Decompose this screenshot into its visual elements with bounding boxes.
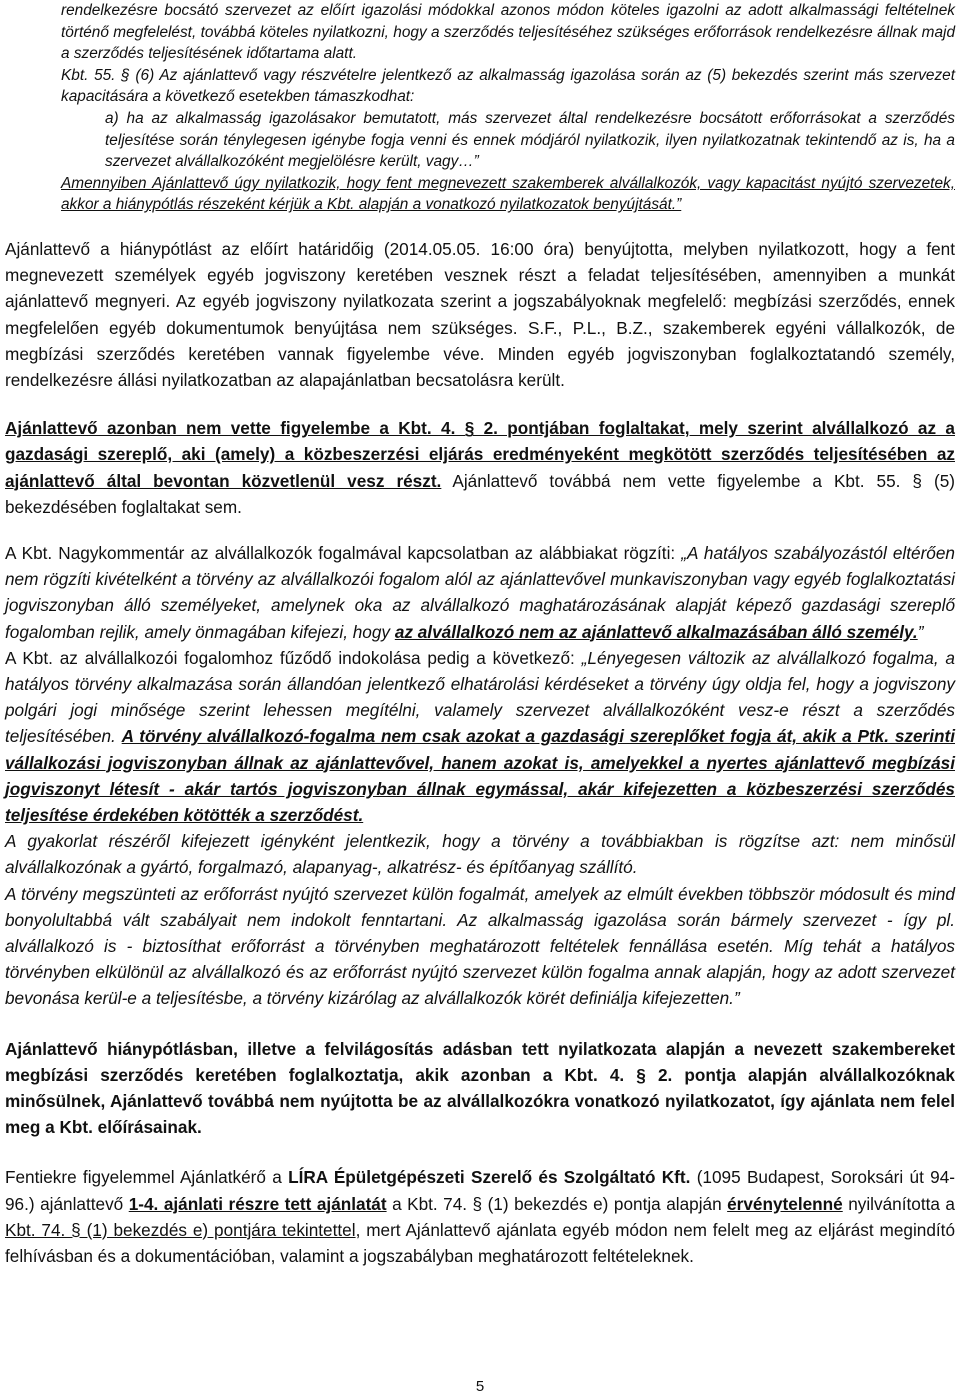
indokolas-intro: A Kbt. az alvállalkozói fogalomhoz fűződő indokolása pedig a következő: (5, 647, 582, 668)
nagykommentar-quote-end: ” (917, 621, 924, 642)
nagykommentar-quote-bold: az alvállalkozó nem az ajánlattevő alkalmazásában álló személy. (394, 621, 918, 642)
paragraph-conclusion: Ajánlattevő hiánypótlásban, illetve a felvilágosítás adásban tett nyilatkozata alapján a nevezett szakembereket megbízási szerződés keretében foglalkoztatja, akik azonban a Kbt. 4. § 2. pontja alapján alvállalkozóknak minősülnek, Ajánlattevő továbbá nem nyújtotta be az alvállalkozókra vonatkozó nyilatkozatot, így ajánlata nem felel meg a Kbt. előírásainak. (5, 1038, 955, 1138)
indokolas-quote: „Lényegesen változik az alvállalkozó fogalma, a hatályos törvény alkalmazása során állandóan jelentkező elhatárolási kérdéseket a törvény úgy oldja fel, hogy a jogviszony polgári jogi minősége szerint lehessen megítélni, valamely szervezet alvállalkozóként vesz-e részt a szerződés teljesítésében. (5, 647, 955, 747)
paragraph-indokolas (5, 645, 955, 828)
indokolas-continuation-1: A gyakorlat részéről kifejezett igényként jelentkezik, hogy a törvény a továbbiakban is rögzítse azt: nem minősül alvállalkozónak a gyártó, forgalmazó, alapanyag-, alkatrész- és építőanyag szállító. (5, 831, 955, 878)
company-name: LÍRA Épületgépészeti Szerelő és Szolgáltató Kft. (288, 1167, 691, 1188)
legal-reference: Kbt. 74. § (1) bekezdés e) pontjára tekintettel (5, 1219, 356, 1240)
quote-paragraph-2: Kbt. 55. § (6) Az ajánlattevő vagy részvételre jelentkező az alkalmasság igazolása során az (5) bekezdés szerint más szervezet kapacitására a következő esetekben támaszkodhat: (61, 66, 955, 106)
paragraph-decision (5, 1164, 955, 1269)
nagykommentar-intro: A Kbt. Nagykommentár az alvállalkozók fogalmával kapcsolatban az alábbiakat rögzíti: (5, 542, 682, 563)
decision-s3: a Kbt. 74. § (1) bekezdés e) pontja alapján (386, 1193, 728, 1214)
paragraph-hianypotlas: Ajánlattevő a hiánypótlást az előírt határidőig (2014.05.05. 16:00 óra) benyújtotta, melyben nyilatkozott, hogy a fent megnevezett személyek egyéb jogviszony keretében vesznek részt a feladat teljesítésében, amennyiben a munkát ajánlattevő megnyeri. Az egyéb jogviszony nyilatkozata szerint a jogszabályoknak megfelelő: megbízási szerződés, ennek megfelelően egyéb dokumentumok benyújtása nem szükséges. S.F., P.L., B.Z., szakemberek egyéni vállalkozók, de megbízási szerződés keretében vannak figyelembe véve. Minden egyéb jogviszonyban foglalkoztatandó személy, rendelkezésre állási nyilatkozatban az alapajánlatban becsatolásra került. (5, 238, 955, 390)
paragraph-not-considered (5, 415, 955, 520)
quote-paragraph-4: Amennyiben Ajánlattevő úgy nyilatkozik, hogy fent megnevezett szakemberek alvállalkozók, vagy kapacitást nyújtó szervezetek, akkor a hiánypótlás részeként kérjük a Kbt. alapján a vonatkozó nyilatkozatok benyújtását.” (61, 174, 955, 214)
quote-paragraph-3: a) ha az alkalmasság igazolásakor bemutatott, más szervezet által rendelkezésre bocsátott erőforrásokat a szerződés teljesítése során ténylegesen igénybe fogja venni és ennek módjáról nyilatkozik, ilyen nyilatkozatnak tekintendő az is, ha a szervezet alvállalkozóként megjelölésre került, vagy…” (105, 109, 955, 171)
decision-s1: Fentiekre figyelemmel Ajánlatkérő a (5, 1167, 289, 1188)
decision-s5: , mert Ajánlattevő ajánlata egyéb módon nem felelt meg az eljárást megindító felhívásban és a dokumentációban, valamint a jogszabályban meghatározott feltételeknek. (5, 1219, 956, 1267)
paragraph-nagykommentar (5, 540, 955, 645)
nagykommentar-quote: „A hatályos szabályozástól eltérően nem rögzíti kivételként a törvény az alvállalkozói fogalom alól az ajánlattevővel munkaviszonyban vagy egyéb foglalkoztatási jogviszonyban álló személyeket, amelynek oka az alvállalkozó maghatározásának alapját képező gazdasági szereplő fogalomban rejlik, amely önmagában kifejezi, hogy (5, 542, 955, 642)
invalid-word: érvénytelenné (727, 1193, 843, 1214)
bold-underlined-statement: Ajánlattevő azonban nem vette figyelembe a Kbt. 4. § 2. pontjában foglaltakat, mely szerint alvállalkozó az a gazdasági szereplő, aki (amely) a közbeszerzési eljárás eredményeként megkötött szerződés teljesítésében az ajánlattevő által bevontan közvetlenül vesz részt. (5, 418, 955, 491)
indokolas-continuation-2: A törvény megszünteti az erőforrást nyújtó szervezet külön fogalmát, amelyek az elmúlt években többször módosult és mind bonyolultabbá vált szabályait nem indokolt fenntartani. Az alkalmasság igazolása során bármely szervezet - így pl. alvállalkozó is - biztosíthat erőforrást a törvényben meghatározott feltételek fennállása esetén. Míg tehát a hatályos törvényben elkülönül az alvállalkozó és az erőforrást nyújtó szervezet külön fogalma annak alapján, hogy az adott szervezet bevonása kerül-e a teljesítésbe, a törvény kizárólag az alvállalkozók körét definiálja kifejezetten.” (5, 883, 955, 1009)
document-page (5, 0, 955, 1269)
normal-statement: Ajánlattevő továbbá nem vette figyelembe a Kbt. 55. § (5) bekezdésében foglaltakat sem. (5, 470, 955, 517)
decision-s4: nyilvánította a (842, 1193, 955, 1214)
page-number: 5 (475, 1378, 485, 1395)
offer-parts: 1-4. ajánlati részre tett ajánlatát (128, 1193, 387, 1214)
indokolas-quote-bold: A törvény alvállalkozó-fogalma nem csak azokat a gazdasági szereplőket fogja át, akik a Ptk. szerinti vállalkozási jogviszonyban állnak az ajánlattevővel, hanem azokat is, amelyekkel a nyertes ajánlattevő megbízási jogviszonyt létesít - akár tartós jogviszonyban állnak egymással, akár kifejezetten a közbeszerzési szerződés teljesítése érdekében kötötték a szerződést. (5, 726, 955, 825)
decision-s2: (1095 Budapest, Soroksári út 94-96.) ajánlattevő (5, 1167, 955, 1214)
quote-paragraph-1: rendelkezésre bocsátó szervezet az előírt igazolási módokkal azonos módon köteles igazolni az adott alkalmassági feltételnek történő megfelelést, továbbá köteles nyilatkozni, hogy a szerződés teljesítéséhez szükséges erőforrások rendelkezésre állnak majd a szerződés teljesítésének időtartama alatt. (61, 2, 955, 63)
